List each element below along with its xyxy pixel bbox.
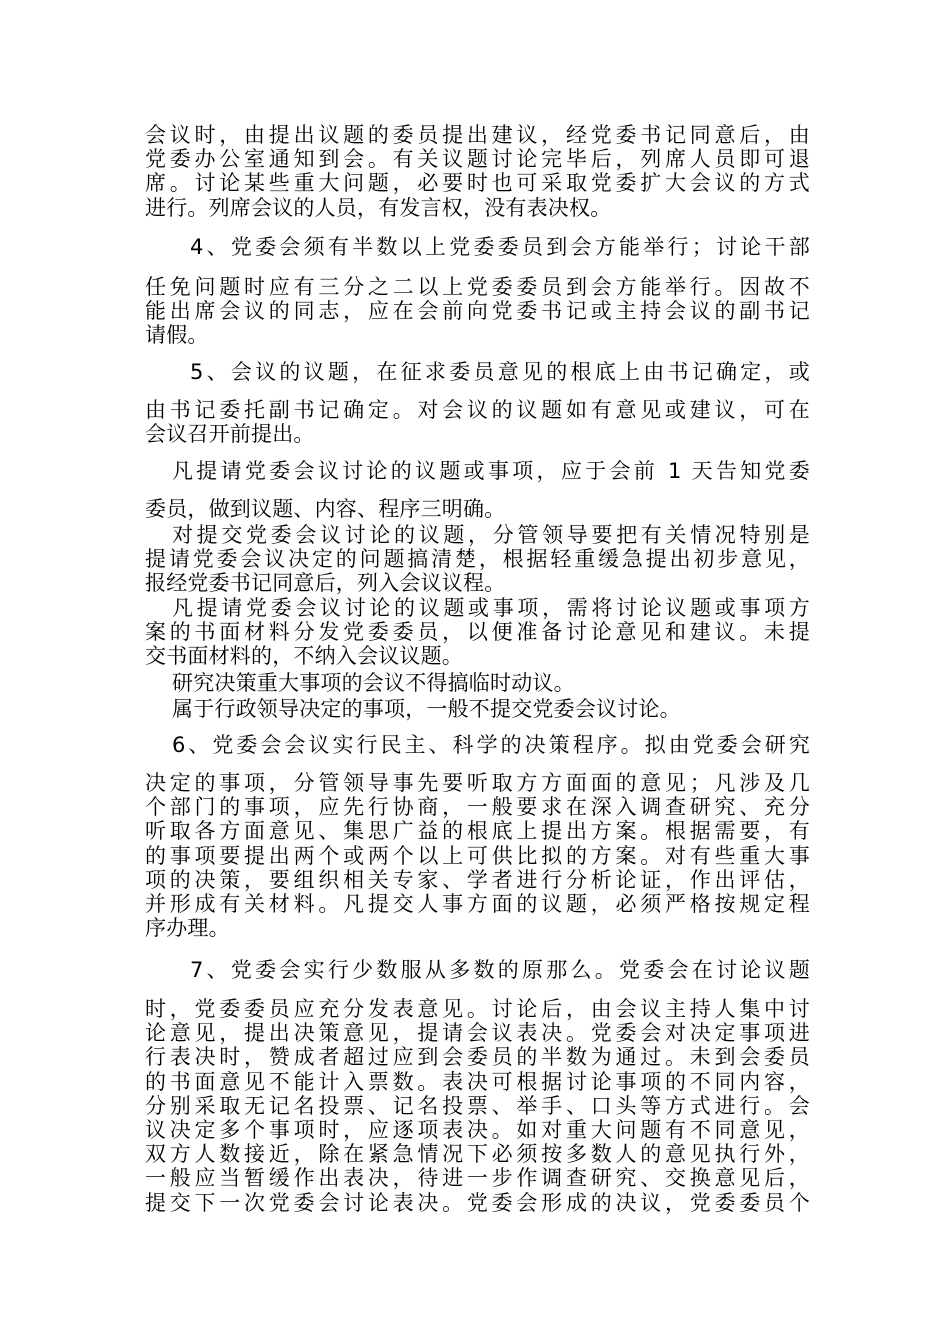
text-line: 席。讨论某些重大问题，必要时也可采取党委扩大会议的方式	[145, 171, 810, 196]
text-line: 提交下一次党委会讨论表决。党委会形成的决议，党委委员个	[145, 1190, 810, 1215]
paragraph	[145, 697, 810, 721]
paragraph-item-4	[145, 275, 810, 348]
text-line: 双方人数接近，除在紧急情况下必须按多数人的意见执行外，	[145, 1142, 810, 1167]
text-line: 的事项要提出两个或两个以上可供比拟的方案。对有些重大事	[145, 843, 810, 868]
text-line: 听取各方面意见、集思广益的根底上提出方案。根据需要，有	[145, 819, 810, 844]
text-line: 6、党委会会议实行民主、科学的决策程序。拟由党委会研究	[172, 733, 810, 757]
text-line: 分别采取无记名投票、记名投票、举手、口头等方式进行。会	[145, 1093, 810, 1118]
text-line: 提请党委会议决定的问题搞清楚，根据轻重缓急提出初步意见，	[145, 547, 810, 572]
paragraph-item-7-first-line	[145, 958, 810, 982]
text-line: 研究决策重大事项的会议不得搞临时动议。	[172, 671, 575, 695]
paragraph	[145, 596, 810, 669]
text-line: 论意见，提出决策意见，提请会议表决。党委会对决定事项进	[145, 1021, 810, 1046]
text-line: 案的书面材料分发党委委员，以便准备讨论意见和建议。未提	[145, 620, 810, 645]
text-line: 交书面材料的，不纳入会议议题。	[145, 644, 463, 669]
text-line: 的书面意见不能计入票数。表决可根据讨论事项的不同内容，	[145, 1069, 810, 1094]
text-line: 序办理。	[145, 916, 230, 941]
text-line: 决定的事项，分管领导事先要听取方方面面的意见；凡涉及几	[145, 771, 810, 795]
paragraph-item-5	[145, 398, 810, 446]
text-line: 请假。	[145, 323, 209, 348]
text-line: 凡提请党委会议讨论的议题或事项，需将讨论议题或事项方	[172, 596, 810, 620]
text-line: 7、党委会实行少数服从多数的原那么。党委会在讨论议题	[190, 958, 810, 982]
text-line: 时，党委委员应充分发表意见。讨论后，由会议主持人集中讨	[145, 997, 810, 1021]
text-line: 报经党委书记同意后，列入会议议程。	[145, 571, 506, 596]
text-line: 并形成有关材料。凡提交人事方面的议题，必须严格按规定程	[145, 892, 810, 917]
paragraph-item-5-first-line	[145, 360, 810, 384]
paragraph	[145, 523, 810, 596]
text-line: 议决定多个事项时，应逐项表决。如对重大问题有不同意见，	[145, 1118, 810, 1143]
paragraph-item-6	[145, 771, 810, 940]
text-line: 委员，做到议题、内容、程序三明确。	[145, 497, 506, 521]
text-line: 党委办公室通知到会。有关议题讨论完毕后，列席人员即可退	[145, 147, 810, 172]
text-line: 会议时，由提出议题的委员提出建议，经党委书记同意后，由	[145, 123, 810, 147]
text-line: 凡提请党委会议讨论的议题或事项，应于会前 1 天告知党委	[172, 459, 810, 483]
text-line: 会议召开前提出。	[145, 422, 315, 447]
text-line: 项的决策，要组织相关专家、学者进行分析论证，作出评估，	[145, 867, 810, 892]
text-line: 由书记委托副书记确定。对会议的议题如有意见或建议，可在	[145, 398, 810, 422]
paragraph-item-4-first-line	[145, 235, 810, 259]
text-line: 属于行政领导决定的事项，一般不提交党委会议讨论。	[172, 697, 681, 721]
text-line: 行表决时，赞成者超过应到会委员的半数为通过。未到会委员	[145, 1045, 810, 1070]
paragraph-item-6-first-line	[145, 733, 810, 757]
text-line: 4、党委会须有半数以上党委委员到会方能举行；讨论干部	[190, 235, 810, 259]
text-line: 能出席会议的同志，应在会前向党委书记或主持会议的副书记	[145, 299, 810, 324]
text-line: 任免问题时应有三分之二以上党委委员到会方能举行。因故不	[145, 275, 810, 299]
text-line: 个部门的事项，应先行协商，一般要求在深入调查研究、充分	[145, 795, 810, 820]
text-line: 进行。列席会议的人员，有发言权，没有表决权。	[145, 195, 612, 220]
text-line: 一般应当暂缓作出表决，待进一步作调查研究、交换意见后，	[145, 1166, 810, 1191]
paragraph-item-7	[145, 997, 810, 1215]
paragraph-continuation	[145, 123, 810, 220]
paragraph	[145, 671, 810, 695]
paragraph-first-line	[145, 459, 810, 483]
text-line: 对提交党委会议讨论的议题，分管领导要把有关情况特别是	[172, 523, 810, 547]
paragraph	[145, 497, 810, 521]
text-line: 5、会议的议题，在征求委员意见的根底上由书记确定，或	[190, 360, 810, 384]
